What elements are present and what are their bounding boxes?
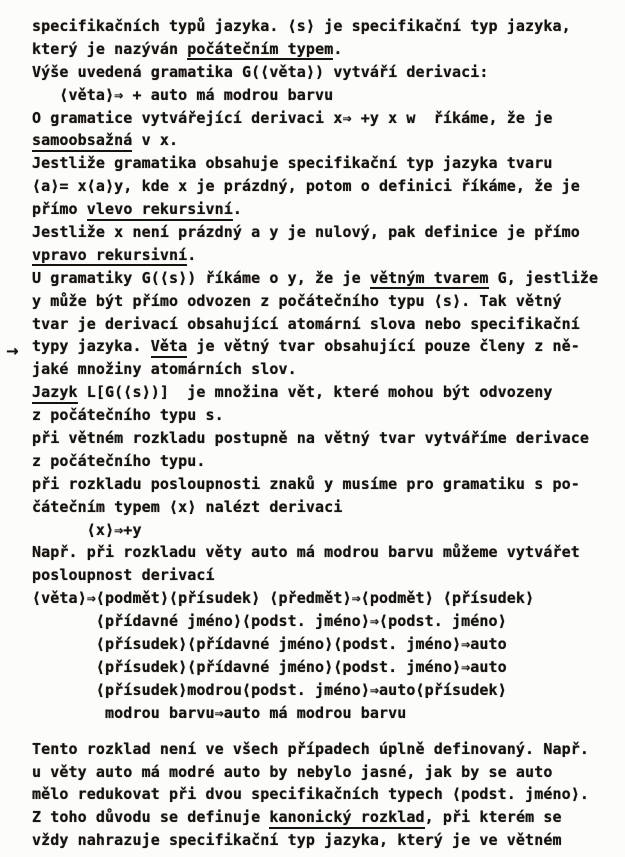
text-line xyxy=(32,221,621,244)
text-line xyxy=(32,761,621,784)
text-segment: specifikačních typů jazyka. ⟨s⟩ je specifikační typ jazyka, xyxy=(32,17,571,35)
text-segment: . xyxy=(187,245,197,264)
text-line xyxy=(32,829,621,852)
text-segment: při větném rozkladu postupně na větný tvar vytváříme derivace xyxy=(32,429,589,448)
underlined-text: Věta xyxy=(151,337,188,358)
text-segment: ⟨věta⟩⇒⟨podmět⟩⟨přísudek⟩ ⟨předmět⟩⇒⟨podmět⟩ ⟨přísudek⟩ xyxy=(32,589,535,608)
text-line xyxy=(32,783,621,806)
text-segment: ⟨přídavné jméno⟩⟨podst. jméno⟩⇒⟨podst. jméno⟩ xyxy=(32,612,507,631)
text-segment: který je nazýván xyxy=(32,39,188,58)
text-line xyxy=(32,610,621,633)
text-segment: Např. při rozkladu věty auto má modrou barvu můžeme vytvářet xyxy=(32,543,580,562)
text-line xyxy=(32,656,621,679)
text-line xyxy=(32,587,621,610)
text-line xyxy=(32,381,621,404)
text-segment: Jestliže gramatika obsahuje specifikační typ jazyka tvaru xyxy=(32,154,553,173)
text-segment: přímo xyxy=(32,200,87,219)
text-segment: Jestliže x není prázdný a y je nulový, pak definice je přímo xyxy=(32,223,580,242)
text-line xyxy=(32,473,621,496)
text-segment: modrou barvu⇒auto má modrou barvu xyxy=(32,703,407,722)
text-line xyxy=(32,450,621,473)
text-segment: vždy nahrazuje specifikační typ jazyka, který je ve větném xyxy=(32,831,562,850)
text-line xyxy=(32,541,621,564)
text-segment: ⟨přísudek⟩⟨přídavné jméno⟩⟨podst. jméno⟩⇒auto xyxy=(32,657,507,676)
text-segment: posloupnost derivací xyxy=(32,566,215,585)
text-line xyxy=(32,358,621,381)
text-line xyxy=(32,15,621,38)
text-line xyxy=(32,198,621,221)
underlined-text: kanonický rozklad xyxy=(269,808,424,829)
text-line xyxy=(32,313,621,336)
underlined-text: samoobsažná xyxy=(32,131,132,152)
text-line xyxy=(32,244,621,267)
text-segment: G, jestliže xyxy=(488,268,599,287)
text-segment: Z toho důvodu se definuje xyxy=(32,808,270,827)
text-line xyxy=(32,267,621,290)
text-segment: L[G(⟨s⟩)] je množina vět, které mohou být odvozeny xyxy=(77,383,553,402)
underlined-text: Jazyk xyxy=(32,383,78,404)
text-line xyxy=(32,335,621,358)
text-segment: mělo redukovat při dvou specifikačních typech ⟨podst. jméno⟩. xyxy=(32,785,589,804)
underlined-text: počátečním typem xyxy=(187,40,333,61)
text-segment: , při kterém se xyxy=(424,808,562,827)
text-line xyxy=(32,519,621,542)
text-line xyxy=(32,38,621,61)
text-segment: . xyxy=(232,200,243,219)
text-line xyxy=(32,61,621,84)
text-line xyxy=(32,404,621,427)
text-segment: ⟨přísudek⟩modrou⟨podst. jméno⟩⇒auto⟨přísudek⟩ xyxy=(32,680,507,699)
text-segment: ⟨přísudek⟩⟨přídavné jméno⟩⟨podst. jméno⟩⇒auto xyxy=(32,635,507,654)
text-segment: z počátečního typu s. xyxy=(32,406,224,425)
text-segment: čátečním typem ⟨x⟩ nalézt derivaci xyxy=(32,497,343,516)
document-body xyxy=(32,15,621,852)
text-line xyxy=(32,84,621,107)
text-segment: O gramatice vytvářející derivaci x⇒ +y x w říkáme, že je xyxy=(32,108,553,127)
text-segment: je větný tvar obsahující pouze členy z ně- xyxy=(187,337,580,356)
text-line xyxy=(32,679,621,702)
text-line xyxy=(32,633,621,656)
text-segment: při rozkladu posloupnosti znaků y musíme pro gramatiku s po- xyxy=(32,474,580,493)
text-line xyxy=(32,806,621,829)
text-line xyxy=(32,175,621,198)
text-segment: y může být přímo odvozen z počátečního typu ⟨s⟩. Tak větný xyxy=(32,291,562,310)
text-segment: ⟨a⟩= x⟨a⟩y, kde x je prázdný, potom o definici říkáme, že je xyxy=(32,177,580,196)
text-line xyxy=(32,290,621,313)
text-segment: Výše uvedená gramatika G(⟨věta⟩) vytváří derivaci: xyxy=(32,62,489,81)
text-segment: ⟨věta⟩⇒ + auto má modrou barvu xyxy=(32,85,334,104)
text-line xyxy=(32,152,621,175)
underlined-text: větným tvarem xyxy=(370,269,489,290)
text-line xyxy=(32,738,621,761)
text-segment: Tento rozklad není ve všech případech úplně definovaný. Např. xyxy=(32,739,589,758)
text-segment: U gramatiky G(⟨s⟩) říkáme o y, že je xyxy=(32,268,370,287)
text-line xyxy=(32,129,621,152)
text-segment: v x. xyxy=(132,131,179,150)
text-segment: tvar je derivací obsahující atomární slova nebo specifikační xyxy=(32,314,580,333)
text-line xyxy=(32,107,621,130)
text-segment: jaké množiny atomárních slov. xyxy=(32,360,297,379)
text-line xyxy=(32,564,621,587)
text-line xyxy=(32,496,621,519)
text-line xyxy=(32,702,621,725)
text-segment: typy jazyka. xyxy=(32,337,151,356)
margin-arrow-icon: → xyxy=(6,342,19,360)
underlined-text: vpravo rekursivní xyxy=(32,246,187,267)
text-line xyxy=(32,427,621,450)
text-segment: . xyxy=(333,39,343,58)
text-segment: ⟨x⟩⇒+y xyxy=(32,520,142,539)
text-segment: u věty auto má modré auto by nebylo jasné, jak by se auto xyxy=(32,762,553,781)
underlined-text: vlevo rekursivní xyxy=(87,200,233,221)
text-segment: z počátečního typu. xyxy=(32,451,206,470)
